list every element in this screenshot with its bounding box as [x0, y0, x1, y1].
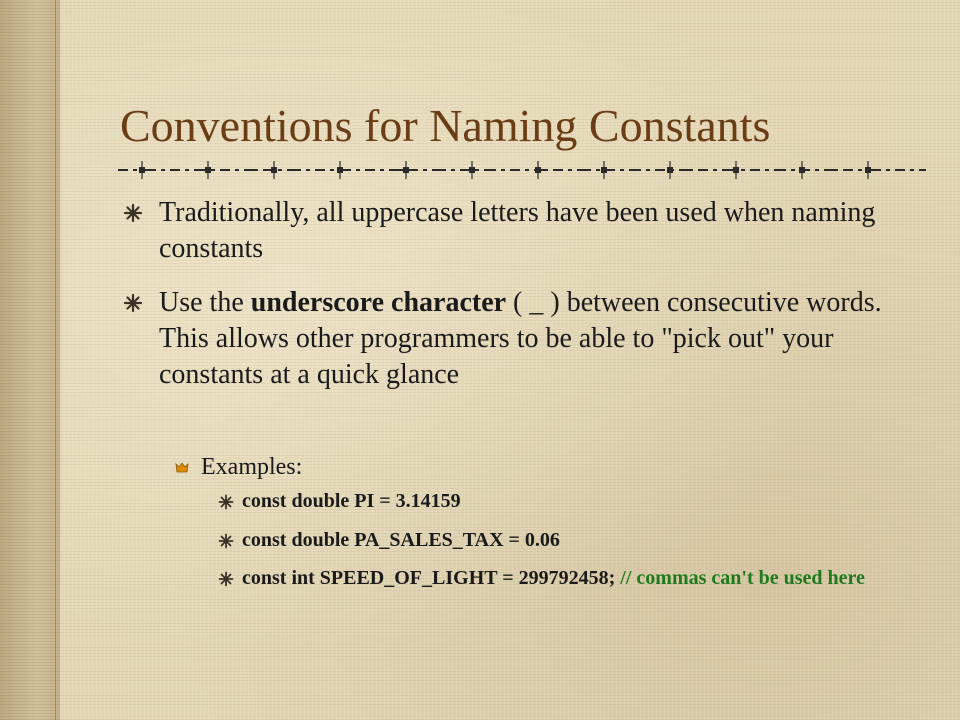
divider-ornament [337, 161, 343, 179]
divider-ornament [535, 161, 541, 179]
code-comment: // commas can't be used here [620, 567, 865, 589]
code-statement: const int SPEED_OF_LIGHT = 299792458; [242, 567, 621, 589]
bullet-text-lead: Use the [159, 287, 251, 318]
example-code: const double PI = 3.14159 [242, 490, 461, 512]
asterisk-ornament-icon [218, 571, 234, 587]
border-seam [55, 0, 56, 720]
border-highlight [60, 0, 62, 720]
example-item [218, 528, 878, 552]
asterisk-ornament-icon [218, 533, 234, 549]
divider-ornament [271, 161, 277, 179]
bullet-text-rest: ( _ ) between consecutive words. This allows other programmers to be able to "pick out" your constants at a quick glance [159, 287, 882, 390]
title-divider [118, 158, 926, 182]
divider-ornament [865, 161, 871, 179]
divider-ornament [469, 161, 475, 179]
sub-bullet-text: Examples: [201, 454, 303, 480]
example-item [218, 489, 878, 513]
asterisk-ornament-icon [218, 494, 234, 510]
divider-ornament [403, 161, 409, 179]
divider-ornament [205, 161, 211, 179]
divider-ornament [733, 161, 739, 179]
bullet-text-emphasis: underscore character [250, 287, 507, 318]
slide-title: Conventions for Naming Constants [120, 100, 771, 151]
sub-bullet-item [175, 452, 875, 482]
example-code [242, 566, 878, 590]
asterisk-ornament-icon [123, 203, 143, 223]
example-item [218, 566, 878, 590]
divider-ornament [667, 161, 673, 179]
bullet-text: Traditionally, all uppercase letters have been used when naming constants [159, 197, 876, 264]
example-code: const double PA_SALES_TAX = 0.06 [242, 529, 560, 551]
bullet-item-2 [123, 285, 933, 393]
bullet-text [159, 285, 933, 393]
asterisk-ornament-icon [123, 293, 143, 313]
divider-ornament [601, 161, 607, 179]
tulip-ornament-icon [175, 462, 189, 474]
divider-ornament [799, 161, 805, 179]
slide-left-border [0, 0, 62, 720]
bullet-item-1 [123, 195, 933, 267]
divider-ornament [139, 161, 145, 179]
